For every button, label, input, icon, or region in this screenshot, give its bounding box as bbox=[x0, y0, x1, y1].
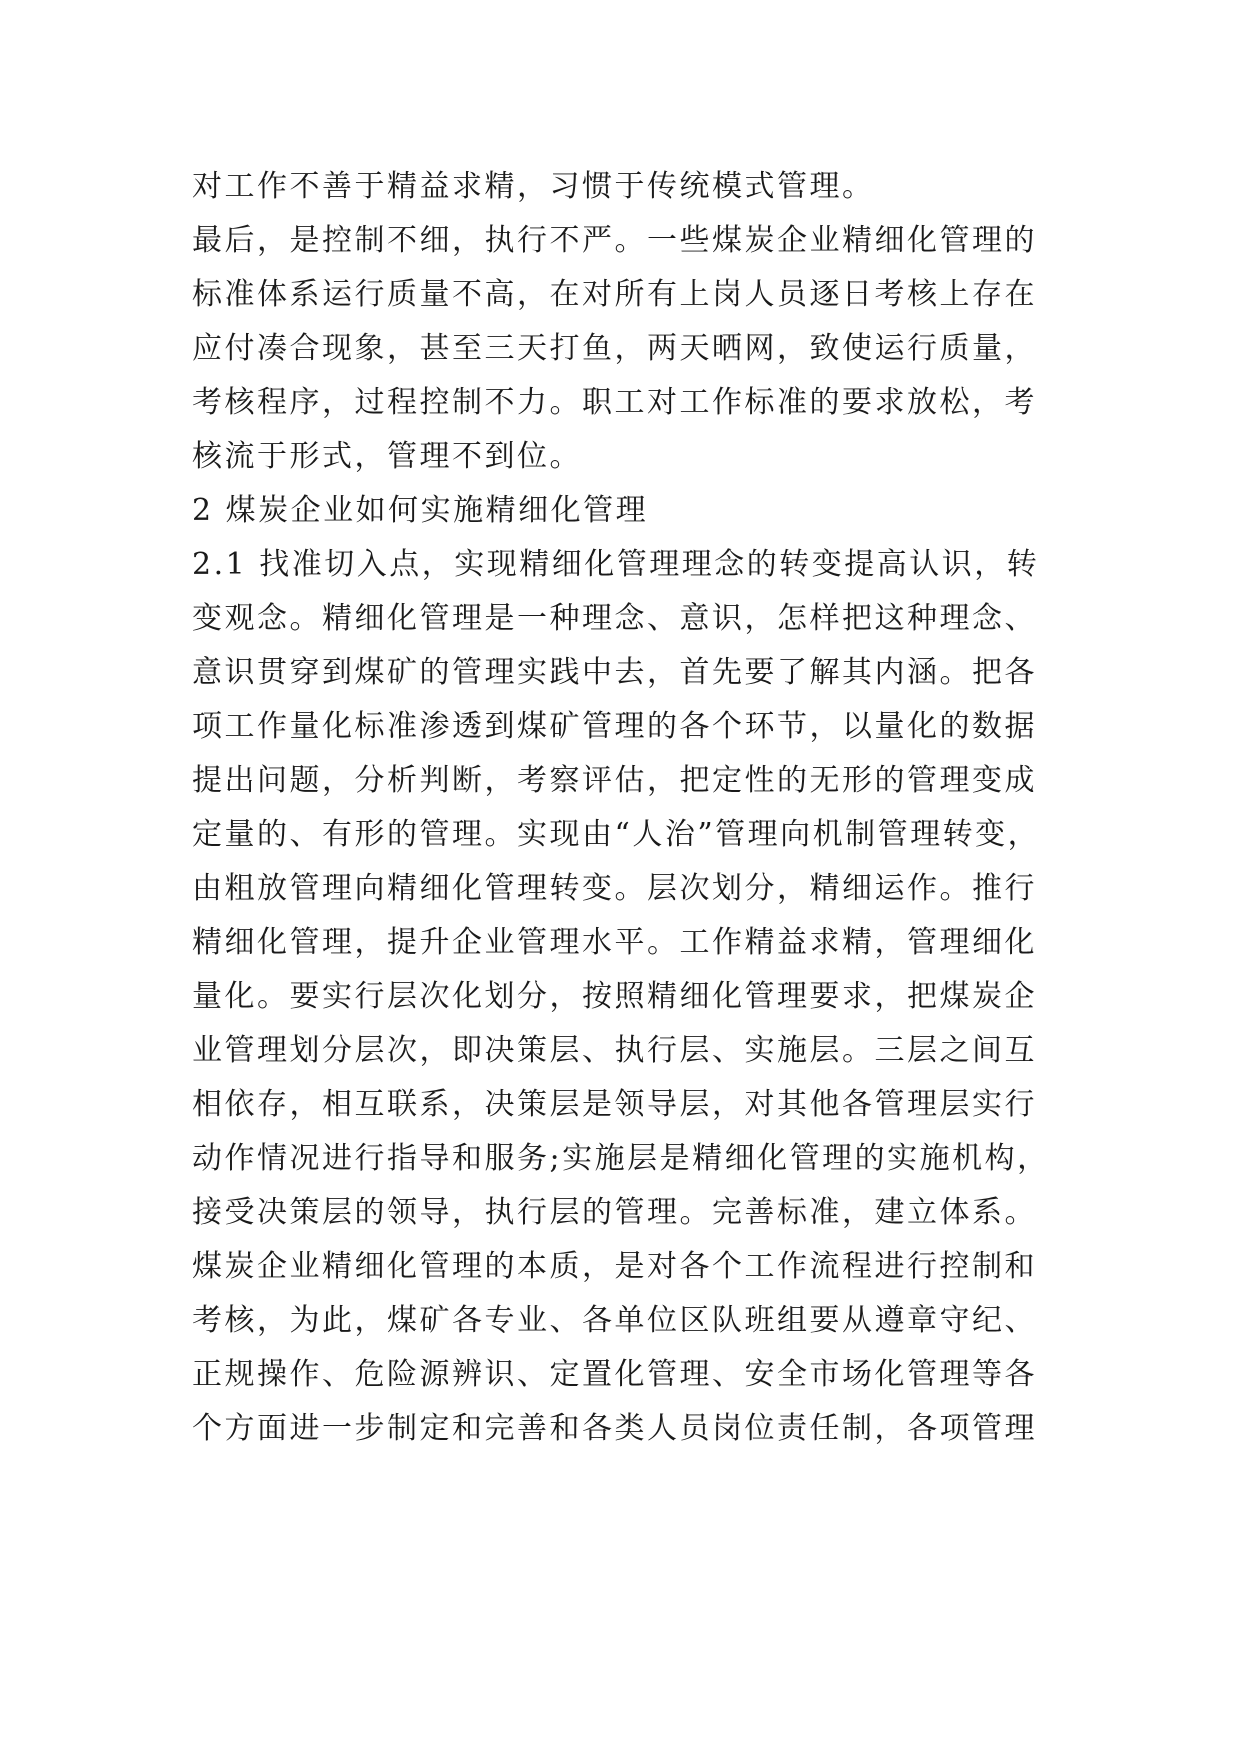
text-line: 相依存，相互联系，决策层是领导层，对其他各管理层实行 bbox=[192, 1087, 1037, 1122]
subsection-line: 2.1 找准切入点，实现精细化管理理念的转变提高认识，转 bbox=[192, 547, 1040, 582]
text-line: 煤炭企业精细化管理的本质，是对各个工作流程进行控制和 bbox=[192, 1249, 1037, 1284]
text-line: 动作情况进行指导和服务;实施层是精细化管理的实施机构， bbox=[192, 1141, 1050, 1176]
text-line: 接受决策层的领导，执行层的管理。完善标准，建立体系。 bbox=[192, 1195, 1037, 1230]
text-line: 定量的、有形的管理。实现由“人治”管理向机制管理转变， bbox=[192, 817, 1041, 852]
text-line: 个方面进一步制定和完善和各类人员岗位责任制，各项管理 bbox=[192, 1411, 1037, 1446]
text-line: 精细化管理，提升企业管理水平。工作精益求精，管理细化 bbox=[192, 925, 1037, 960]
text-line: 考核程序，过程控制不力。职工对工作标准的要求放松，考 bbox=[192, 385, 1037, 420]
text-line: 变观念。精细化管理是一种理念、意识，怎样把这种理念、 bbox=[192, 601, 1037, 636]
text-line: 由粗放管理向精细化管理转变。层次划分，精细运作。推行 bbox=[192, 871, 1037, 906]
text-line: 对工作不善于精益求精，习惯于传统模式管理。 bbox=[192, 169, 875, 204]
section-heading: 2 煤炭企业如何实施精细化管理 bbox=[192, 493, 649, 528]
text-line: 意识贯穿到煤矿的管理实践中去，首先要了解其内涵。把各 bbox=[192, 655, 1037, 690]
text-line: 核流于形式，管理不到位。 bbox=[192, 439, 582, 474]
body-text bbox=[192, 160, 1072, 1456]
text-line: 项工作量化标准渗透到煤矿管理的各个环节，以量化的数据 bbox=[192, 709, 1037, 744]
text-line: 最后，是控制不细，执行不严。一些煤炭企业精细化管理的 bbox=[192, 223, 1037, 258]
text-line: 考核，为此，煤矿各专业、各单位区队班组要从遵章守纪、 bbox=[192, 1303, 1037, 1338]
text-line: 业管理划分层次，即决策层、执行层、实施层。三层之间互 bbox=[192, 1033, 1037, 1068]
text-line: 应付凑合现象，甚至三天打鱼，两天晒网，致使运行质量， bbox=[192, 331, 1037, 366]
text-line: 提出问题，分析判断，考察评估，把定性的无形的管理变成 bbox=[192, 763, 1037, 798]
text-line: 正规操作、危险源辨识、定置化管理、安全市场化管理等各 bbox=[192, 1357, 1037, 1392]
text-line: 量化。要实行层次化划分，按照精细化管理要求，把煤炭企 bbox=[192, 979, 1037, 1014]
text-line: 标准体系运行质量不高，在对所有上岗人员逐日考核上存在 bbox=[192, 277, 1037, 312]
